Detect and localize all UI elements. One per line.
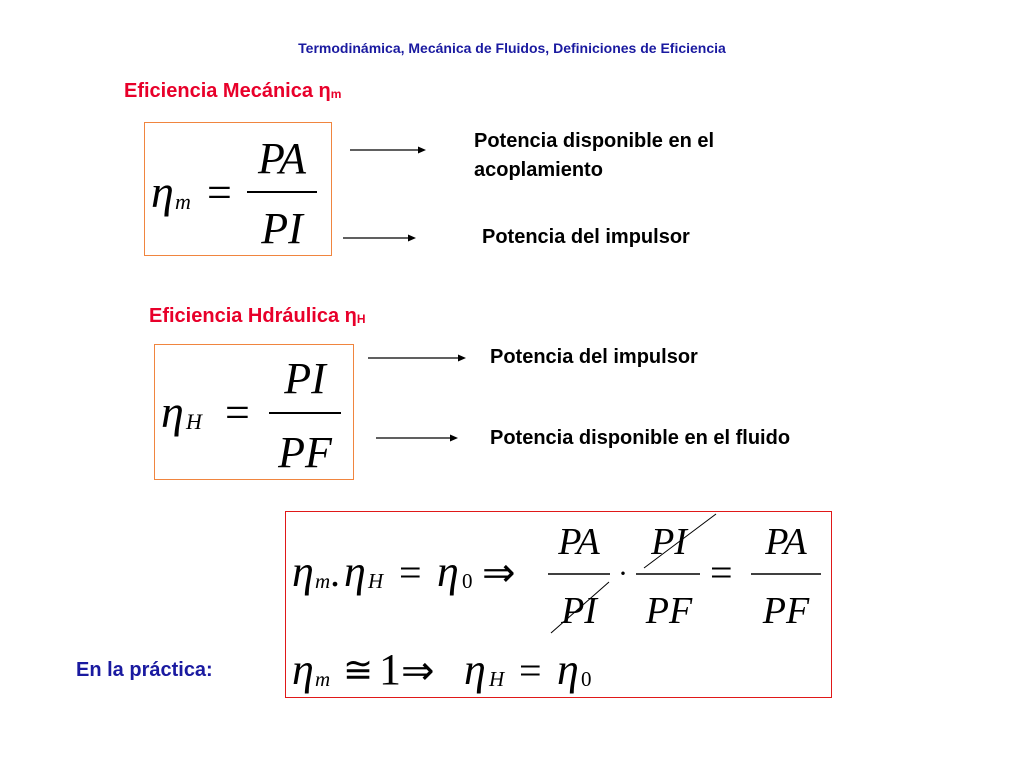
formula-numerator: PI <box>284 354 326 403</box>
fraction-2-numerator: PI <box>651 521 687 563</box>
formula-equals: = <box>207 168 232 217</box>
hydraulic-efficiency-title <box>149 305 366 328</box>
mechanical-title-text: Eficiencia Mecánica η <box>124 80 331 102</box>
fraction-2-denominator: PF <box>645 590 693 632</box>
eta-m-subscript: m <box>315 667 331 691</box>
eta-m-subscript: m <box>315 569 331 593</box>
fraction-3-denominator: PF <box>762 590 810 632</box>
hydraulic-numerator-label: Potencia del impulsor <box>490 346 698 368</box>
eta-h-symbol: η <box>344 547 366 596</box>
arrow-icon-to-numerator-label <box>368 355 466 362</box>
hydraulic-arrows <box>360 346 480 450</box>
fraction-3-numerator: PA <box>765 521 807 563</box>
equals-sign: = <box>399 550 422 595</box>
formula-denominator: PI <box>261 204 303 253</box>
formula-numerator: PA <box>257 134 307 183</box>
hydraulic-title-subscript: H <box>356 312 366 326</box>
mechanical-denominator-label: Potencia del impulsor <box>482 226 690 248</box>
slide-header: Termodinámica, Mecánica de Fluidos, Definiciones de Eficiencia <box>298 40 726 56</box>
fraction-1-denominator: PI <box>561 590 597 632</box>
fraction-1-numerator: PA <box>558 521 600 563</box>
combined-formula <box>286 512 833 699</box>
arrow-icon-to-denominator-label <box>343 235 416 242</box>
hydraulic-denominator-label: Potencia disponible en el fluido <box>490 427 791 449</box>
eta-0-symbol: η <box>437 547 459 596</box>
hydraulic-title-text: Eficiencia Hdráulica η <box>149 305 357 327</box>
mechanical-numerator-label: Potencia disponible en el acoplamiento <box>474 130 715 181</box>
formula-eta: η <box>161 386 184 437</box>
mechanical-title-subscript: m <box>330 87 342 101</box>
arrow-icon-to-numerator-label <box>350 147 426 154</box>
eta-h-subscript: H <box>368 569 384 593</box>
arrow-icon-to-denominator-label <box>376 435 458 442</box>
hydraulic-formula <box>155 345 355 481</box>
product-dot: . <box>330 550 340 595</box>
mechanical-formula-box <box>144 122 332 256</box>
implies-arrow-icon: ⇒ <box>401 648 435 693</box>
eta-0-subscript: 0 <box>581 667 592 691</box>
mechanical-arrows <box>340 140 440 250</box>
mechanical-efficiency-title <box>124 80 341 103</box>
practice-label: En la práctica: <box>76 659 213 681</box>
hydraulic-formula-box <box>154 344 354 480</box>
mechanical-formula <box>145 123 333 257</box>
approx-equal-sign: ≅ <box>343 650 374 690</box>
number-one: 1 <box>379 645 401 694</box>
implies-arrow-icon: ⇒ <box>482 550 516 595</box>
formula-denominator: PF <box>278 428 332 477</box>
eta-m-symbol: η <box>292 547 314 596</box>
equals-sign-2: = <box>710 550 733 595</box>
multiply-dot: · <box>618 557 628 590</box>
eta-m-symbol: η <box>292 645 314 694</box>
formula-equals: = <box>225 388 250 437</box>
formula-eta: η <box>151 166 174 217</box>
equals-sign: = <box>519 648 542 693</box>
eta-0-subscript: 0 <box>462 569 473 593</box>
combined-row-1 <box>292 514 821 633</box>
formula-eta-subscript: m <box>175 189 191 214</box>
combined-row-2 <box>292 645 592 694</box>
combined-formula-box <box>285 511 832 698</box>
formula-eta-subscript: H <box>186 409 202 434</box>
eta-h-subscript: H <box>489 667 505 691</box>
eta-0-symbol: η <box>557 645 579 694</box>
eta-h-symbol: η <box>464 645 486 694</box>
